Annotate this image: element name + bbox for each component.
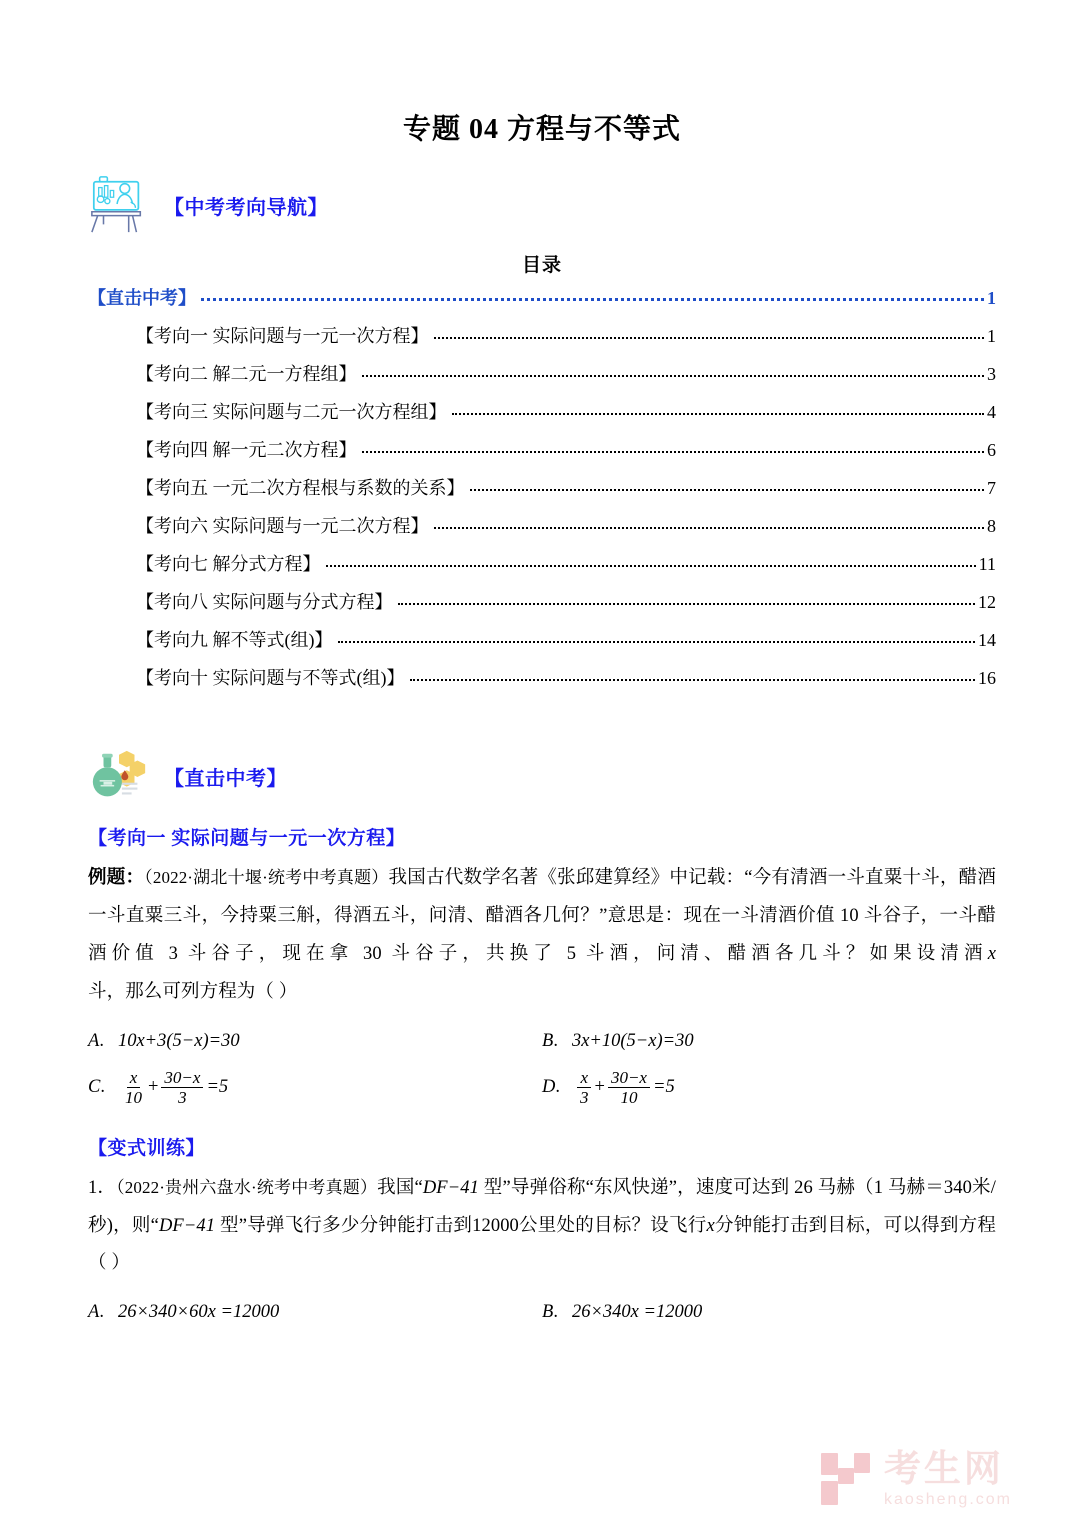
practice-body-3: 型”导弹飞行多少分钟能打击到12000公里处的目标？设飞行 — [215, 1215, 707, 1236]
toc-leader-dots — [470, 489, 985, 491]
choice-expression — [119, 1068, 228, 1107]
toc-page-number: 16 — [978, 668, 996, 689]
plus-operator: + — [594, 1076, 605, 1097]
toc-entry[interactable] — [88, 593, 996, 611]
toc-entry[interactable] — [88, 327, 996, 345]
toc-leader-dots — [362, 375, 985, 377]
watermark-brand-cn: 考生网 — [883, 1448, 1004, 1489]
toc-page-number: 11 — [978, 554, 996, 575]
kaosheng-logo-icon — [819, 1451, 873, 1507]
practice-body-2: 型”导弹俗称“东风快递”，速度可达到 26 马赫（1 马赫＝340米/秒)，则“ — [88, 1177, 996, 1236]
equation-rhs: =5 — [652, 1076, 675, 1097]
fraction-first — [122, 1068, 145, 1107]
table-of-contents — [88, 289, 996, 687]
fraction-numerator: 30−x — [161, 1068, 203, 1088]
choice-letter: B . — [542, 1031, 558, 1052]
toc-entry-label: 【考向八 实际问题与分式方程】 — [136, 592, 393, 613]
example-source: （2022·湖北十堰·统考中考真题） — [144, 868, 389, 888]
section-heading-kaoxiang-1: 【考向一 实际问题与一元一次方程】 — [88, 828, 406, 850]
toc-entry-label: 【考向七 解分式方程】 — [136, 554, 321, 575]
toc-entry[interactable] — [88, 403, 996, 421]
practice-variable: x — [706, 1215, 715, 1236]
choice-option-a[interactable] — [88, 1031, 542, 1052]
choice-expression: 26×340x =12000 — [571, 1301, 703, 1322]
toc-entry[interactable] — [88, 479, 996, 497]
toc-leader-dots — [410, 679, 976, 681]
practice-source: （2022·贵州六盘水·统考中考真题） — [116, 1177, 378, 1197]
flask-hexagon-icon — [88, 745, 150, 807]
nav-banner-label: 【中考考向导航】 — [164, 196, 328, 219]
fraction-denominator: 10 — [124, 1087, 142, 1107]
toc-leader-dots — [398, 603, 976, 605]
example-body-1: 我国古代数学名著《张邱建算经》中记载：“今有清酒一斗直粟十斗，醋酒一斗直粟三斗，今持粟三斛，得酒五斗，问清、醋酒各几何？”意思是：现在一斗清酒价值 10 斗谷子，一斗醋酒价值 3 斗谷子，现在拿 30 斗谷子，共换了 5 斗酒，问清、醋酒各几斗？如果设清酒 — [88, 868, 996, 965]
fraction-denominator: 10 — [620, 1087, 638, 1107]
toc-entry-label: 【考向一 实际问题与一元一次方程】 — [136, 326, 429, 347]
fraction-numerator: 30−x — [608, 1068, 650, 1088]
toc-leader-dots — [326, 565, 976, 567]
practice-choices-ab — [88, 1302, 996, 1323]
page-title: 专题 04 方程与不等式 — [402, 114, 681, 145]
choice-expression: 26×340×60x =12000 — [117, 1301, 280, 1322]
choice-letter: B . — [542, 1302, 558, 1323]
choice-option-b[interactable] — [542, 1031, 996, 1052]
nav-banner — [88, 174, 996, 236]
choice-letter: C . — [88, 1077, 105, 1098]
example-variable: x — [987, 944, 996, 965]
example-choices-ab — [88, 1031, 996, 1052]
toc-page-number: 7 — [987, 478, 996, 499]
toc-entry[interactable] — [88, 517, 996, 535]
practice-choice-option-b[interactable] — [542, 1302, 996, 1323]
toc-entry-label: 【考向三 实际问题与二元一次方程组】 — [136, 402, 447, 423]
section-heading-bianshi: 【变式训练】 — [88, 1137, 206, 1159]
toc-leader-dots — [452, 413, 985, 415]
fraction-second — [161, 1068, 203, 1107]
practice-question-text — [88, 1170, 996, 1284]
toc-page-number: 14 — [978, 630, 996, 651]
fraction-numerator: x — [127, 1068, 141, 1088]
fraction-denominator: 3 — [580, 1087, 589, 1107]
toc-leader-dots — [434, 527, 985, 529]
toc-entry[interactable] — [88, 631, 996, 649]
toc-entry-label: 【直击中考】 — [88, 288, 196, 309]
toc-entry-label: 【考向十 实际问题与不等式(组)】 — [136, 668, 405, 689]
toc-entry-label: 【考向四 解一元二次方程】 — [136, 440, 357, 461]
toc-page-number: 1 — [987, 288, 996, 309]
practice-body-1: 我国“ — [377, 1177, 423, 1198]
toc-leader-dots — [434, 337, 985, 339]
toc-leader-dots — [201, 298, 984, 301]
practice-body-4: 分钟能打击到目标，可以得到方程（ ） — [88, 1215, 996, 1274]
toc-leader-dots — [362, 451, 985, 453]
choice-option-c[interactable] — [88, 1068, 542, 1107]
practice-model-2: DF−41 — [158, 1215, 216, 1236]
example-body-2: 斗，那么可列方程为（ ） — [88, 982, 298, 1003]
toc-page-number: 12 — [978, 592, 996, 613]
practice-choice-option-a[interactable] — [88, 1302, 542, 1323]
toc-leader-dots — [338, 641, 976, 643]
watermark-brand-en: kaosheng.com — [883, 1491, 1012, 1508]
easel-presentation-icon — [88, 174, 150, 236]
practice-model-1: DF−41 — [422, 1177, 479, 1198]
toc-entry-label: 【考向九 解不等式(组)】 — [136, 630, 333, 651]
choice-expression: 3x+10(5−x)=30 — [571, 1030, 694, 1051]
equation-rhs: =5 — [206, 1076, 229, 1097]
toc-entry-label: 【考向六 实际问题与一元二次方程】 — [136, 516, 429, 537]
watermark-text — [884, 1450, 1012, 1508]
toc-entry[interactable] — [88, 669, 996, 687]
watermark — [819, 1450, 1012, 1508]
choice-letter: A . — [88, 1031, 104, 1052]
toc-page-number: 8 — [987, 516, 996, 537]
toc-page-number: 1 — [987, 326, 996, 347]
fraction-numerator: x — [577, 1068, 591, 1088]
fraction-first — [577, 1068, 592, 1107]
example-label: 例题： — [88, 868, 145, 889]
example-question-text — [88, 860, 996, 1012]
toc-entry[interactable] — [88, 365, 996, 383]
toc-entry[interactable] — [88, 289, 996, 307]
example-choices-cd — [88, 1068, 996, 1107]
choice-letter: D . — [542, 1077, 560, 1098]
plus-operator: + — [147, 1076, 159, 1097]
toc-entry[interactable] — [88, 555, 996, 573]
toc-entry[interactable] — [88, 441, 996, 459]
toc-page-number: 6 — [987, 440, 996, 461]
choice-letter: A . — [88, 1302, 104, 1323]
choice-expression: 10x+3(5−x)=30 — [117, 1030, 240, 1051]
toc-page-number: 3 — [987, 364, 996, 385]
exam-banner-label: 【直击中考】 — [164, 767, 287, 790]
choice-option-d[interactable] — [542, 1068, 996, 1107]
fraction-second — [608, 1068, 650, 1107]
fraction-denominator: 3 — [178, 1087, 187, 1107]
exam-banner — [88, 745, 996, 807]
toc-entry-label: 【考向二 解二元一方程组】 — [136, 364, 357, 385]
toc-entry-label: 【考向五 一元二次方程根与系数的关系】 — [136, 478, 465, 499]
toc-heading: 目录 — [521, 255, 562, 277]
choice-expression — [574, 1068, 675, 1107]
practice-item-number: 1． — [88, 1177, 117, 1198]
toc-page-number: 4 — [987, 402, 996, 423]
